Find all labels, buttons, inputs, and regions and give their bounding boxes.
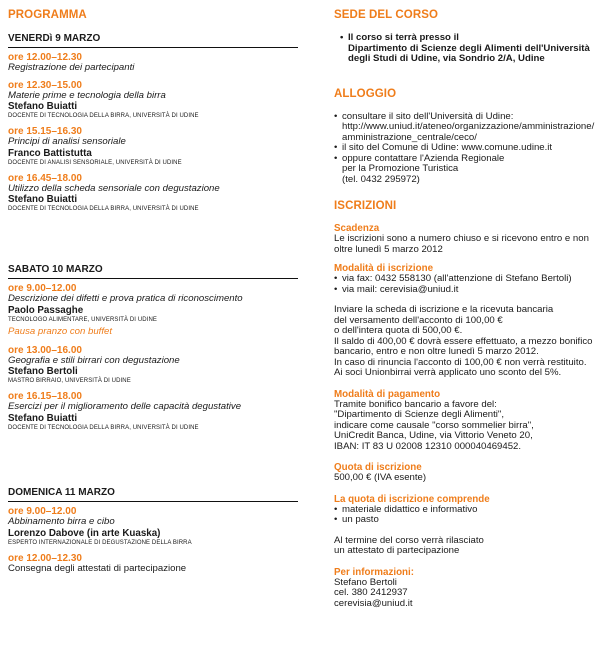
comprende-title: La quota di iscrizione comprende (334, 493, 490, 505)
slot-speaker: Stefano Buiatti (8, 194, 78, 205)
pagamento-line: "Dipartimento di Scienze degli Alimenti", (334, 409, 504, 420)
day-label: DOMENICA 11 MARZO (8, 487, 298, 502)
alloggio-line: • consultare il sito dell'Università di Udine: (342, 110, 514, 122)
info-email[interactable]: cerevisia@uniud.it (334, 597, 413, 609)
quota-block (334, 462, 606, 484)
slot (8, 506, 306, 547)
alloggio-line: per la Promozione Turistica (342, 163, 459, 174)
slot (8, 553, 306, 575)
pagamento-line: indicare come causale "corso sommelier birra", (334, 419, 534, 431)
slot-time: ore 13.00–16.00 (8, 344, 82, 356)
comprende-item: • un pasto (334, 515, 606, 526)
slot-time: ore 15.15–16.30 (8, 126, 82, 137)
quota-title: Quota di iscrizione (334, 462, 422, 473)
sede-line: Dipartimento di Scienze degli Alimenti dell'Università (348, 42, 590, 54)
day-label: SABATO 10 MARZO (8, 264, 298, 279)
alloggio-item (334, 143, 606, 154)
slot-desc: Descrizione dei difetti e prova pratica di riconoscimento (8, 293, 243, 304)
comprende-item: • materiale didattico e informativo (334, 505, 606, 516)
alloggio-line: http://www.uniud.it/ateneo/organizzazione/amministrazione/ (342, 121, 595, 132)
day-venerdi (8, 33, 306, 219)
alloggio-item (334, 154, 606, 186)
modalita-title: Modalità di iscrizione (334, 263, 434, 274)
scadenza-title: Scadenza (334, 223, 380, 234)
note-line: bancario, entro e non oltre lunedì 5 marzo 2012. (334, 346, 539, 357)
iscrizioni-title: ISCRIZIONI (334, 200, 397, 212)
alloggio-line: amministrazione_centrale/ceco/ (342, 131, 477, 143)
alloggio-line: • oppure contattare l'Azienda Regionale (342, 152, 505, 164)
alloggio-line: • il sito del Comune di Udine: www.comune.udine.it (342, 142, 553, 153)
slot-speaker: Paolo Passaghe (8, 304, 84, 316)
slot-time: ore 9.00–12.00 (8, 283, 77, 294)
slot (8, 283, 306, 324)
slot-time: ore 12.00–12.30 (8, 52, 82, 63)
info-title: Per informazioni: (334, 566, 415, 578)
pagamento-line: UniCredit Banca, Udine, via Vittorio Veneto 20, (334, 430, 533, 441)
sede-line: degli Studi di Udine, via Sondrio 2/A, Udine (348, 53, 545, 64)
pagamento-title: Modalità di pagamento (334, 388, 441, 400)
scadenza-line: oltre lunedì 5 marzo 2012 (334, 243, 443, 255)
slot (8, 52, 306, 74)
slot (8, 345, 306, 386)
info-block (334, 567, 606, 610)
slot-time: ore 12.30–15.00 (8, 79, 82, 91)
slot-desc: Registrazione dei partecipanti (8, 62, 135, 73)
note-line: o dell'intera quota di 500,00 €. (334, 325, 463, 336)
note-line: In caso di rinuncia l'acconto di 100,00 € non verrà restituito. (334, 356, 587, 368)
slot-time: ore 9.00–12.00 (8, 506, 77, 517)
note-line: Ai soci Unionbirrai verrà applicato uno sconto del 5%. (334, 367, 562, 378)
sede-block (334, 33, 606, 65)
modalita-item: • via mail: cerevisia@uniud.it (334, 285, 606, 296)
programma-title: PROGRAMMA (8, 9, 87, 21)
slot (8, 391, 306, 432)
slot-affiliation: DOCENTE DI ANALISI SENSORIALE, UNIVERSITÀ DI UDINE (8, 159, 182, 166)
slot-desc: Consegna degli attestati di partecipazione (8, 562, 187, 574)
quota-value: 500,00 € (IVA esente) (334, 472, 427, 483)
lunch-break: Pausa pranzo con buffet (8, 325, 113, 337)
slot-affiliation: ESPERTO INTERNAZIONALE DI DEGUSTAZIONE DELLA BIRRA (8, 539, 192, 546)
alloggio-line: (tel. 0432 295972) (342, 173, 420, 185)
slot-speaker: Stefano Buiatti (8, 101, 78, 112)
sede-line: • Il corso si terrà presso il (340, 33, 606, 44)
day-label: VENERDì 9 MARZO (8, 33, 298, 48)
pagamento-line: Tramite bonifico bancario a favore del: (334, 398, 497, 410)
slot-time: ore 16.15–18.00 (8, 391, 82, 402)
note-line: del versamento dell'acconto di 100,00 € (334, 314, 503, 326)
attestato-line: Al termine del corso verrà rilasciato (334, 534, 484, 546)
slot-affiliation: MASTRO BIRRAIO, UNIVERSITÀ DI UDINE (8, 378, 131, 384)
attestato-line: un attestato di partecipazione (334, 545, 460, 556)
modalita-item: • via fax: 0432 558130 (all'attenzione di Stefano Bertoli) (334, 274, 606, 285)
slot-time: ore 16.45–18.00 (8, 172, 82, 184)
alloggio-block (334, 112, 606, 186)
programma-column (8, 0, 306, 574)
slot-desc: Utilizzo della scheda sensoriale con degustazione (8, 182, 220, 194)
slot-speaker: Stefano Bertoli (8, 366, 78, 377)
slot-desc: Geografia e stili birrari con degustazione (8, 354, 180, 366)
slot-desc: Materie prime e tecnologia della birra (8, 89, 166, 101)
slot-affiliation: DOCENTE DI TECNOLOGIA DELLA BIRRA, UNIVERSITÀ DI UDINE (8, 206, 199, 212)
slot (8, 173, 306, 214)
day-sabato (8, 264, 306, 438)
slot-desc: Abbinamento birra e cibo (8, 516, 115, 527)
note-block (334, 305, 606, 379)
info-line: Stefano Bertoli (334, 576, 397, 588)
slot-speaker: Lorenzo Dabove (in arte Kuaska) (8, 527, 161, 539)
note-line: Il saldo di 400,00 € dovrà essere effettuato, a mezzo bonifico (334, 335, 593, 347)
slot-desc: Esercizi per il miglioramento delle capacità degustative (8, 401, 242, 412)
alloggio-title: ALLOGGIO (334, 87, 397, 100)
pagamento-line: IBAN: IT 83 U 02008 12310 000040469452. (334, 440, 522, 452)
slot (8, 80, 306, 121)
info-column (334, 0, 606, 609)
slot-time: ore 12.00–12.30 (8, 552, 82, 564)
day-domenica (8, 487, 306, 580)
slot-affiliation: TECNOLOGO ALIMENTARE, UNIVERSITÀ DI UDINE (8, 316, 158, 323)
scadenza-block (334, 223, 606, 255)
alloggio-item (334, 112, 606, 144)
sede-title: SEDE DEL CORSO (334, 9, 439, 21)
slot (8, 126, 306, 167)
attestato-block (334, 536, 606, 557)
slot-speaker: Franco Battistutta (8, 147, 92, 159)
slot-speaker: Stefano Buiatti (8, 412, 78, 424)
info-line: cel. 380 2412937 (334, 587, 408, 598)
pagamento-block (334, 389, 606, 453)
modalita-block (334, 263, 606, 295)
slot-affiliation: DOCENTE DI TECNOLOGIA DELLA BIRRA, UNIVERSITÀ DI UDINE (8, 113, 199, 119)
slot-affiliation: DOCENTE DI TECNOLOGIA DELLA BIRRA, UNIVERSITÀ DI UDINE (8, 424, 199, 431)
scadenza-line: Le iscrizioni sono a numero chiuso e si ricevono entro e non (334, 233, 589, 244)
note-line: Inviare la scheda di iscrizione e la ricevuta bancaria (334, 304, 554, 315)
comprende-block (334, 494, 606, 526)
slot-desc: Principi di analisi sensoriale (8, 136, 126, 147)
